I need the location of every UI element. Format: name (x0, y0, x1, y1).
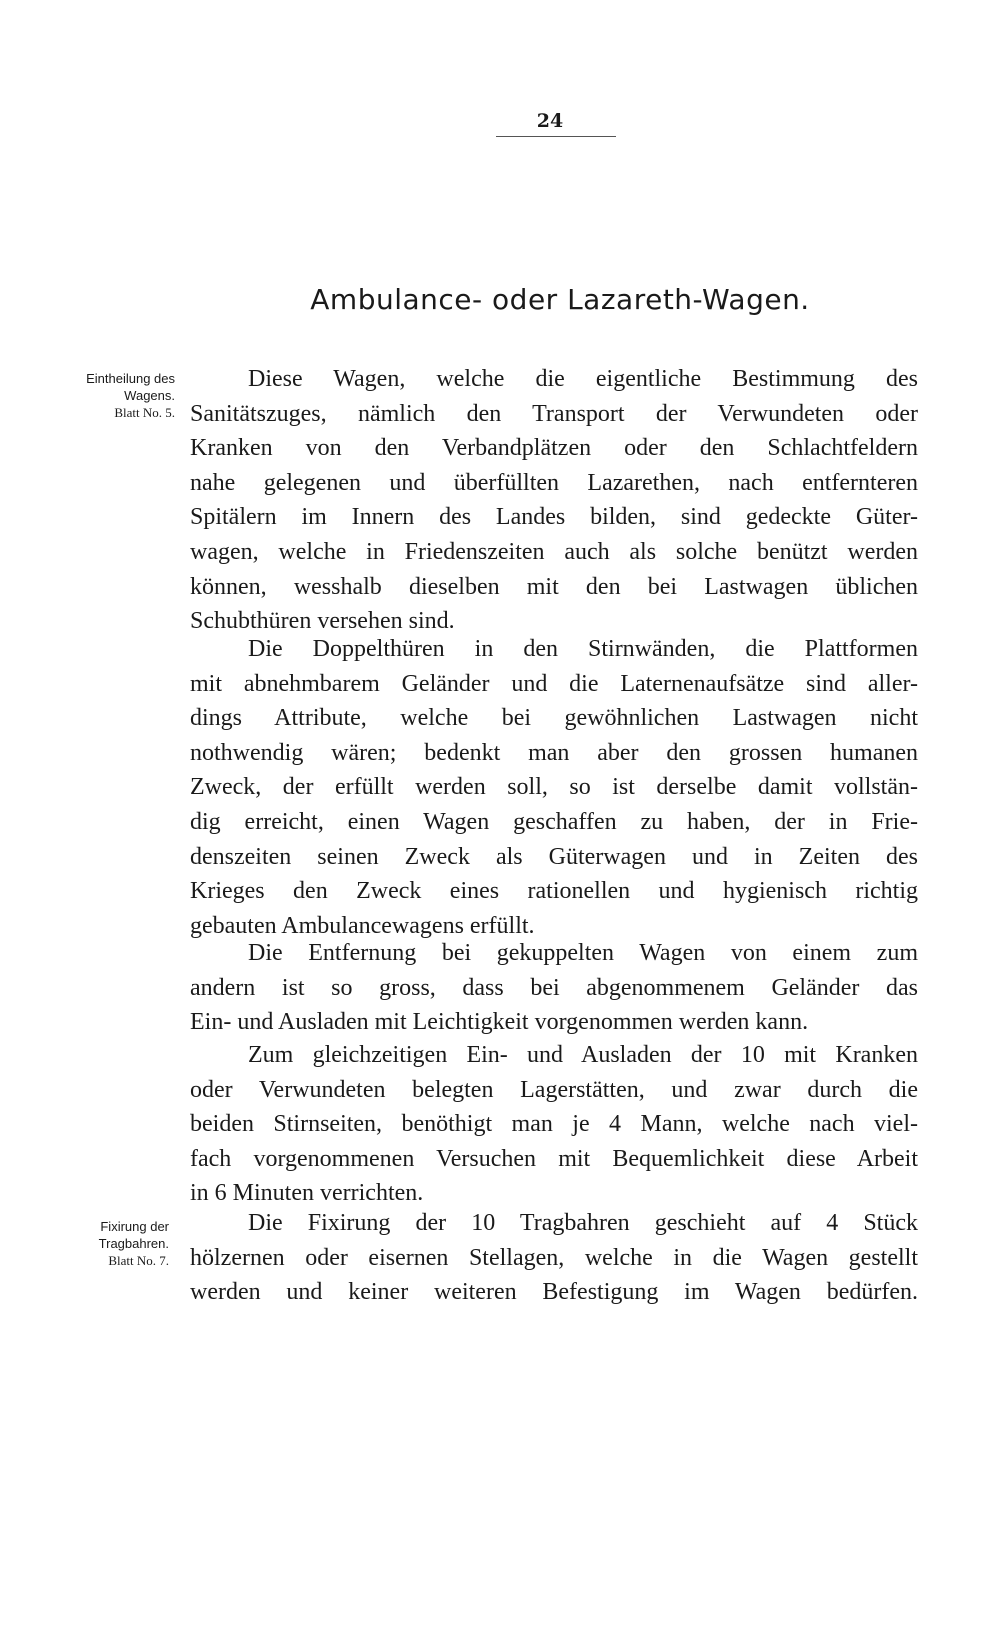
text-line: fach vorgenommenen Versuchen mit Bequemlichkeit diese Arbeit (190, 1145, 918, 1172)
text-line: Ein- und Ausladen mit Leichtigkeit vorgenommen werden kann. (190, 1009, 809, 1036)
text-line: wagen, welche in Friedenszeiten auch als solche benützt werden (190, 538, 918, 565)
margin-note-line: Wagens. (124, 388, 175, 403)
text-line: Sanitätszuges, nämlich den Transport der Verwundeten oder (190, 400, 918, 427)
text-line: Kranken von den Verbandplätzen oder den Schlachtfeldern (190, 435, 918, 462)
text-line: Die Entfernung bei gekuppelten Wagen von einem zum (248, 940, 918, 966)
text-line: in 6 Minuten verrichten. (190, 1180, 424, 1207)
text-line: Die Fixirung der 10 Tragbahren geschieht auf 4 Stück (248, 1210, 918, 1236)
margin-note-fixirung (0, 1218, 169, 1269)
text-line: mit abnehmbarem Geländer und die Laternenaufsätze sind aller- (190, 670, 918, 697)
text-line: Die Doppelthüren in den Stirnwänden, die Plattformen (248, 636, 918, 662)
section-title: Ambulance- oder Lazareth-Wagen. (310, 283, 810, 316)
text-line: hölzernen oder eisernen Stellagen, welche in die Wagen gestellt (190, 1244, 918, 1271)
text-line: dings Attribute, welche bei gewöhnlichen Lastwagen nicht (190, 705, 918, 732)
paragraph (190, 1038, 918, 1211)
text-line: andern ist so gross, dass bei abgenommenem Geländer das (190, 974, 918, 1001)
paragraph (190, 936, 918, 1040)
text-line: Diese Wagen, welche die eigentliche Bestimmung des (248, 366, 918, 392)
text-line: Zum gleichzeitigen Ein- und Ausladen der 10 mit Kranken (248, 1042, 918, 1068)
margin-note-line: Blatt No. 5. (114, 405, 175, 420)
margin-note-line: Tragbahren. (98, 1236, 169, 1251)
text-line: Schubthüren versehen sind. (190, 608, 455, 635)
text-line: nothwendig wären; bedenkt man aber den grossen humanen (190, 739, 918, 766)
margin-note-eintheilung (0, 370, 175, 421)
text-line: können, wesshalb dieselben mit den bei Lastwagen üblichen (190, 573, 918, 600)
text-line: oder Verwundeten belegten Lagerstätten, und zwar durch die (190, 1076, 918, 1103)
text-line: beiden Stirnseiten, benöthigt man je 4 Mann, welche nach viel- (190, 1111, 918, 1138)
page-number-rule (496, 136, 616, 137)
paragraph (190, 1206, 918, 1310)
paragraph (190, 362, 918, 639)
margin-note-line: Fixirung der (100, 1219, 169, 1234)
text-line: Zweck, der erfüllt werden soll, so ist derselbe damit vollstän- (190, 774, 918, 801)
page-number: 24 (536, 110, 564, 132)
margin-note-line: Eintheilung des (86, 371, 175, 386)
text-line: werden und keiner weiteren Befestigung im Wagen bedürfen. (190, 1279, 918, 1306)
text-line: gebauten Ambulancewagens erfüllt. (190, 912, 535, 939)
text-line: Krieges den Zweck eines rationellen und hygienisch richtig (190, 878, 918, 905)
margin-note-line: Blatt No. 7. (108, 1253, 169, 1268)
paragraph (190, 632, 918, 943)
text-line: nahe gelegenen und überfüllten Lazarethen, nach entfernteren (190, 469, 918, 496)
text-line: Spitälern im Innern des Landes bilden, sind gedeckte Güter- (190, 504, 918, 531)
text-line: dig erreicht, einen Wagen geschaffen zu haben, der in Frie- (190, 808, 918, 835)
text-line: denszeiten seinen Zweck als Güterwagen und in Zeiten des (190, 843, 918, 870)
